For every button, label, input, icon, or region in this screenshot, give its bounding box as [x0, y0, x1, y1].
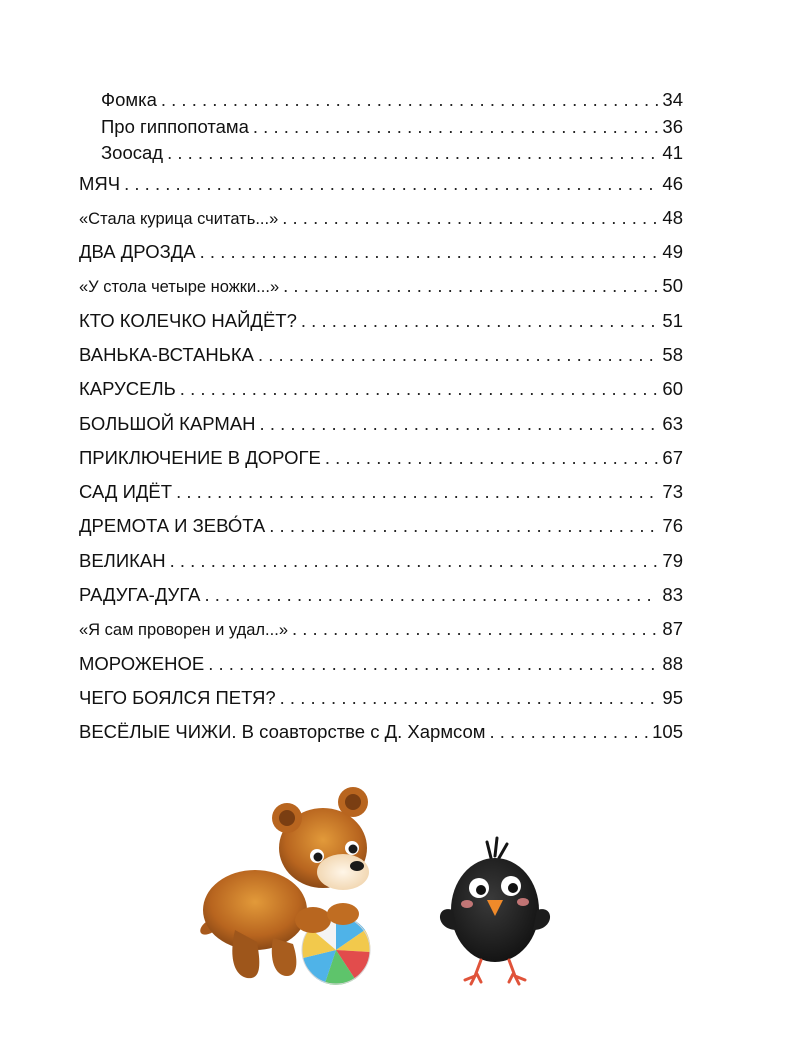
toc-entry-page: 34: [662, 89, 683, 110]
toc-entry[interactable]: [79, 240, 683, 274]
toc-leader-dots: [208, 652, 658, 676]
toc-entry-page: 60: [662, 378, 683, 400]
toc-leader-dots: [292, 617, 658, 641]
toc-leader-dots: [253, 115, 659, 139]
toc-leader-dots: [167, 141, 658, 165]
toc-leader-dots: [124, 172, 658, 196]
toc-entry-title: РАДУГА-ДУГА: [79, 584, 201, 606]
toc-entry-title: Зоосад: [101, 142, 164, 163]
toc-entry-page: 58: [662, 343, 683, 365]
toc-entry[interactable]: [79, 377, 683, 411]
toc-entry-page: 95: [662, 686, 683, 708]
toc-entry[interactable]: [79, 206, 683, 240]
toc-entry-page: 49: [662, 241, 683, 263]
toc-entry[interactable]: [79, 583, 683, 617]
toc-entry-page: 50: [662, 275, 683, 297]
toc-entry-page: 88: [662, 652, 683, 674]
toc-entry-title: МОРОЖЕНОЕ: [79, 652, 205, 674]
toc-entry-title: БОЛЬШОЙ КАРМАН: [79, 412, 256, 434]
illustration: [195, 780, 575, 1000]
toc-leader-dots: [269, 514, 658, 538]
toc-leader-dots: [170, 549, 659, 573]
toc-entry-title: ВАНЬКА-ВСТАНЬКА: [79, 343, 254, 365]
toc-entry[interactable]: [79, 686, 683, 720]
toc-entry-page: 41: [662, 142, 683, 163]
toc-entry-title: МЯЧ: [79, 172, 121, 194]
toc-entry[interactable]: [79, 343, 683, 377]
toc-leader-dots: [260, 412, 659, 436]
toc-entry-page: 48: [662, 206, 683, 228]
toc-leader-dots: [280, 686, 659, 710]
toc-entry[interactable]: [79, 617, 683, 651]
toc-entry-title: «У стола четыре ножки...»: [79, 278, 280, 297]
toc-entry-title: «Я сам проворен и удал...»: [79, 621, 288, 640]
toc-leader-dots: [200, 240, 659, 264]
bear-cub-icon: [200, 787, 370, 985]
toc-entry-title: «Стала курица считать...»: [79, 209, 279, 228]
toc-entry[interactable]: [79, 446, 683, 480]
toc-entry-title: ДВА ДРОЗДА: [79, 241, 196, 263]
toc-entry-page: 83: [662, 584, 683, 606]
toc-leader-dots: [325, 446, 659, 470]
toc-entry-page: 46: [662, 172, 683, 194]
toc-entry[interactable]: [79, 274, 683, 308]
toc-leader-dots: [301, 309, 659, 333]
toc-entry[interactable]: [79, 652, 683, 686]
toc-entry[interactable]: [79, 480, 683, 514]
toc-entry-page: 51: [662, 309, 683, 331]
toc-entry[interactable]: [79, 412, 683, 446]
toc-leader-dots: [204, 583, 658, 607]
toc-entry-title: ВЕЛИКАН: [79, 549, 166, 571]
toc-entry[interactable]: [79, 88, 683, 115]
toc-entry-title: ЧЕГО БОЯЛСЯ ПЕТЯ?: [79, 686, 276, 708]
toc-entry-page: 67: [662, 446, 683, 468]
toc-entry-title: Про гиппопотама: [101, 115, 249, 137]
toc-entry-title: Фомка: [101, 89, 157, 110]
toc-entry-page: 79: [662, 549, 683, 571]
toc-entry[interactable]: [79, 309, 683, 343]
toc-entry-page: 63: [662, 412, 683, 434]
toc-entry-title: ВЕСЁЛЫЕ ЧИЖИ. В соавторстве с Д. Хармсом: [79, 721, 486, 743]
toc-leader-dots: [490, 720, 649, 744]
toc-entry-title: ПРИКЛЮЧЕНИЕ В ДОРОГЕ: [79, 446, 321, 468]
toc-entry-page: 36: [662, 115, 683, 137]
toc-entry-title: КАРУСЕЛЬ: [79, 378, 176, 400]
toc-entry[interactable]: [79, 172, 683, 206]
toc-entry-title: КТО КОЛЕЧКО НАЙДЁТ?: [79, 309, 297, 331]
toc-entry-page: 105: [652, 721, 683, 743]
toc-entry[interactable]: [79, 514, 683, 548]
toc-leader-dots: [176, 480, 658, 504]
toc-entry[interactable]: [79, 115, 683, 142]
toc-leader-dots: [180, 377, 659, 401]
toc-entry-title: САД ИДЁТ: [79, 481, 173, 503]
table-of-contents: [79, 88, 683, 755]
toc-entry-page: 73: [662, 481, 683, 503]
toc-entry[interactable]: [79, 720, 683, 754]
toc-entry[interactable]: [79, 549, 683, 583]
toc-leader-dots: [283, 274, 658, 298]
toc-entry-title: ДРЕМОТА И ЗЕВО́ТА: [79, 515, 266, 537]
toc-leader-dots: [161, 88, 659, 112]
toc-entry-page: 87: [662, 618, 683, 640]
toc-entry-page: 76: [662, 515, 683, 537]
toc-entry[interactable]: [79, 141, 683, 168]
toc-leader-dots: [282, 206, 658, 230]
toc-leader-dots: [258, 343, 658, 367]
bird-chick-icon: [440, 838, 550, 984]
